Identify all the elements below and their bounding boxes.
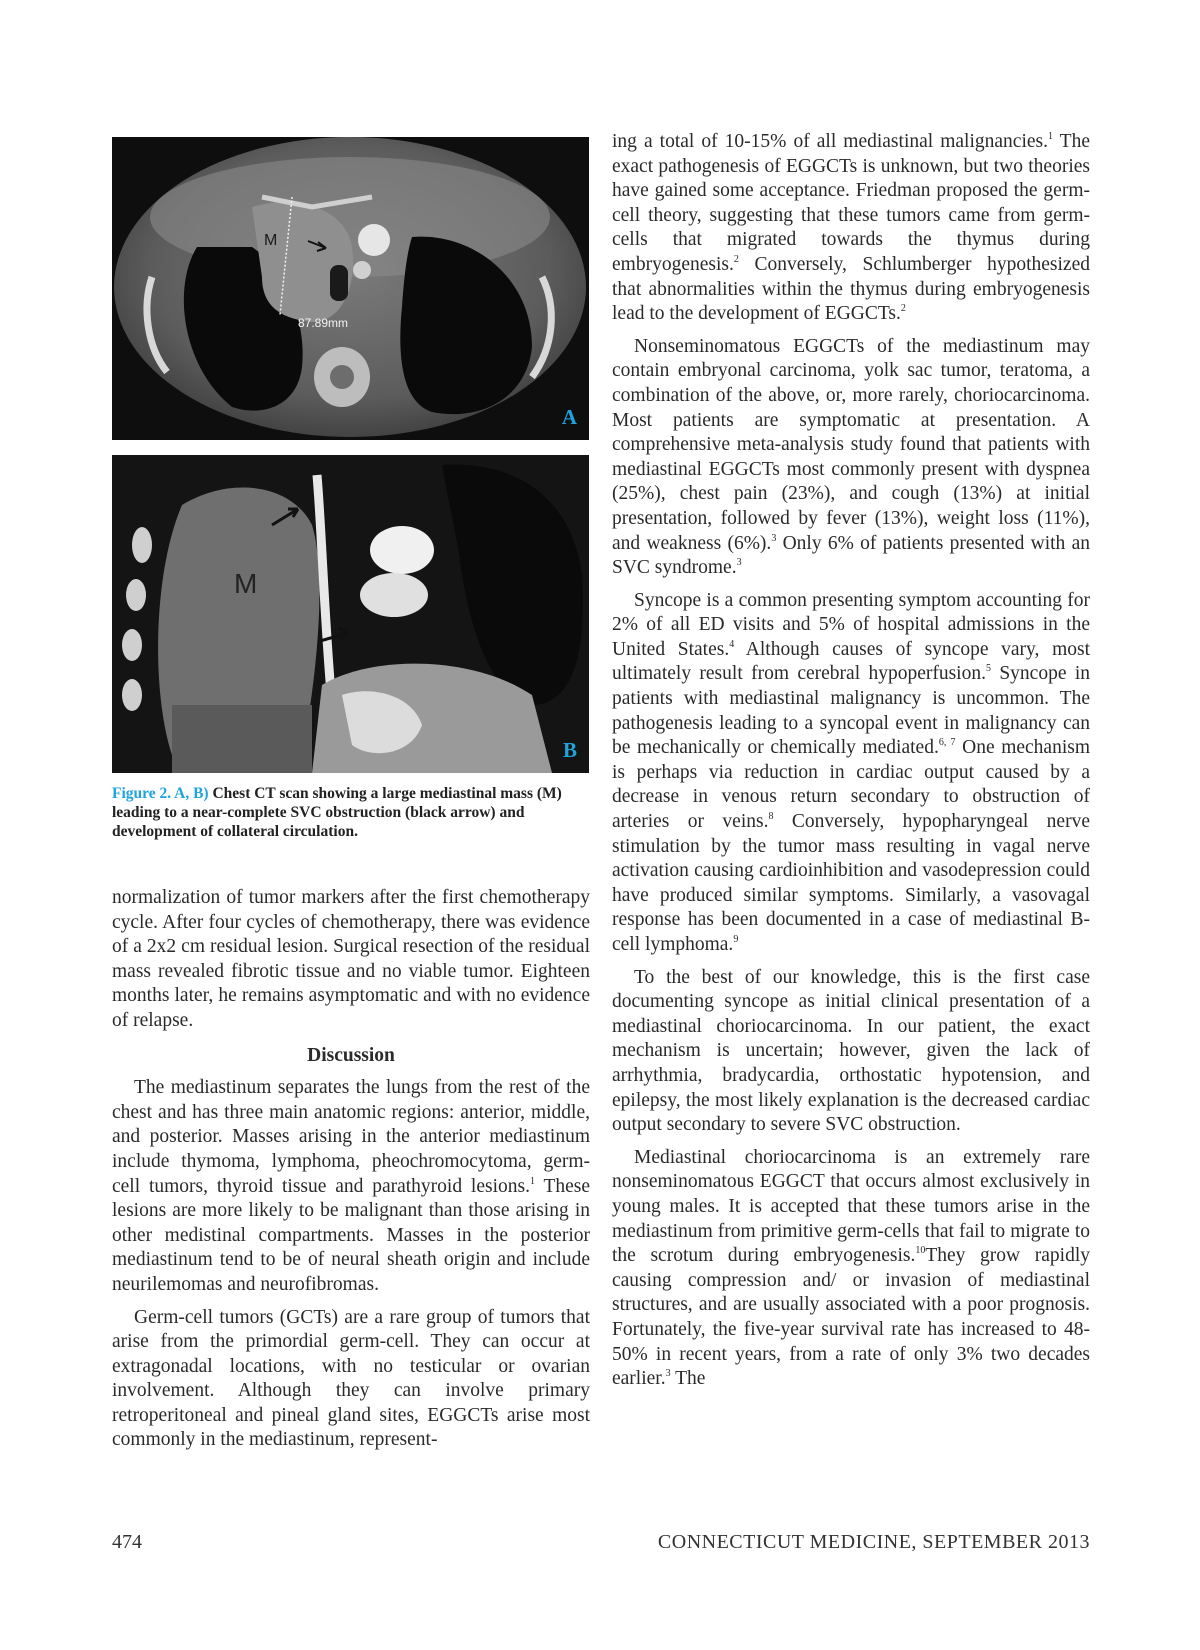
pathogenesis-paragraph: ing a total of 10-15% of all mediastinal malignancies.$^1$ The exact pathogenesis of EGGCTs is unknown, but two theories have gained some acceptance. Friedman proposed the germ-cell theory, suggesting that these tumors came from germ-cells that migrated towards the thymus during embryogenesis.$^2$ Conversely, Schlumberger hypothesized that abnormalities within the thymus during embryogenesis lead to the development of EGGCTs.$^2$ bbox=[612, 131, 1090, 325]
nonseminomatous-paragraph: Nonseminomatous EGGCTs of the mediastinum may contain embryonal carcinoma, yolk sac tumor, teratoma, a combination of the above, or, more rarely, choriocarcinoma. Most patients are symptomatic at presentation. A comprehensive meta-analysis study found that patients with mediastinal EGGCTs most commonly present with dyspnea (25%), chest pain (23%), and cough (13%) at initial presentation, followed by fever (13%), weight loss (11%), and weakness (6%).$^3$ Only 6% of patients presented with an SVC syndrome.$^3$ bbox=[612, 335, 1090, 579]
coronal-ct-image bbox=[112, 455, 589, 773]
panel-letter-a: A bbox=[561, 405, 577, 429]
mass-label-a: M bbox=[264, 232, 278, 249]
ct-figure-panel-b bbox=[112, 455, 589, 773]
choriocarcinoma-paragraph: Mediastinal choriocarcinoma is an extremely rare nonseminomatous EGGCT that occurs almost exclusively in young males. It is accepted that these tumors arise in the mediastinum from primitive germ-cells that fail to migrate to the scrotum during embryogenesis.$^{10}$They grow rapidly causing compression and/ or invasion of mediastinal structures, and are usually associated with a poor prognosis. Fortunately, the five-year survival rate has increased to 48-50% in recent years, from a rate of only 3% two decades earlier.$^3$ The bbox=[612, 1146, 1090, 1390]
left-column bbox=[112, 886, 590, 1453]
page-number: 474 bbox=[112, 1531, 142, 1553]
ct-figure-panel-a bbox=[112, 137, 589, 440]
right-column bbox=[612, 130, 1090, 1392]
aorta-shape bbox=[358, 224, 390, 256]
panel-letter-b: B bbox=[562, 738, 577, 762]
mass-label-b: M bbox=[234, 568, 258, 599]
caption-lead: Figure 2. A, B) bbox=[112, 785, 209, 802]
caption-text: Chest CT scan showing a large mediastinal mass (M) leading to a near-complete SVC obstruction (black arrow) and development of collateral circulation. bbox=[112, 785, 562, 840]
axial-ct-image bbox=[112, 137, 589, 440]
figure-caption bbox=[112, 784, 590, 841]
syncope-paragraph: Syncope is a common presenting symptom accounting for 2% of all ED visits and 5% of hospital admissions in the United States.$^4$ Although causes of syncope vary, most ultimately result from cerebral hypoperfusion.$^5$ Syncope in patients with mediastinal malignancy is uncommon. The pathogenesis leading to a syncopal event in malignancy can be mechanically or chemically mediated.$^{6, 7}$ One mechanism is perhaps via reduction in cardiac output caused by a decrease in venous return secondary to obstruction of arteries or veins.$^8$ Conversely, hypopharyngeal nerve stimulation by the tumor mass resulting in vagal nerve activation causing cardioinhibition and vasodepression could have produced similar symptoms. Similarly, a vasovagal response has been documented in a case of mediastinal B-cell lymphoma.$^9$ bbox=[612, 589, 1091, 955]
mediastinum-paragraph: The mediastinum separates the lungs from the rest of the chest and has three main anatomic regions: anterior, middle, and posterior. Masses arising in the anterior mediastinum include thymoma, lymphoma, pheochromocytoma, germ-cell tumors, thyroid tissue and parathyroid lesions.$^1$ These lesions are more likely to be malignant than those arising in other medistinal compartments. Masses in the posterior mediastinum tend to be of neural sheath origin and include neurilemomas and neurofibromas. bbox=[112, 1077, 591, 1295]
first-case-paragraph: To the best of our knowledge, this is the first case documenting syncope as initial clinical presentation of a mediastinal choriocarcinoma. In our patient, the exact mechanism is uncertain; however, given the lack of arrhythmia, bradycardia, orthostatic hypotension, and epilepsy, the most likely explanation is the decreased cardiac output secondary to severe SVC obstruction. bbox=[612, 966, 1090, 1136]
measurement-label: 87.89mm bbox=[298, 316, 349, 330]
discussion-heading: Discussion bbox=[307, 1044, 395, 1066]
journal-footer: CONNECTICUT MEDICINE, SEPTEMBER 2013 bbox=[657, 1531, 1090, 1553]
continuation-paragraph: normalization of tumor markers after the first chemotherapy cycle. After four cycles of chemotherapy, there was evidence of a 2x2 cm residual lesion. Surgical resection of the residual mass revealed fibrotic tissue and no viable tumor. Eighteen months later, he remains asymptomatic and with no evidence of relapse. bbox=[112, 887, 590, 1031]
gct-paragraph: Germ-cell tumors (GCTs) are a rare group of tumors that arise from the primordial germ-cell. They can occur at extragonadal locations, with no testicular or ovarian involvement. Although they can involve primary retroperitoneal and pineal gland sites, EGGCTs arise most commonly in the mediastinum, represent- bbox=[112, 1306, 590, 1451]
